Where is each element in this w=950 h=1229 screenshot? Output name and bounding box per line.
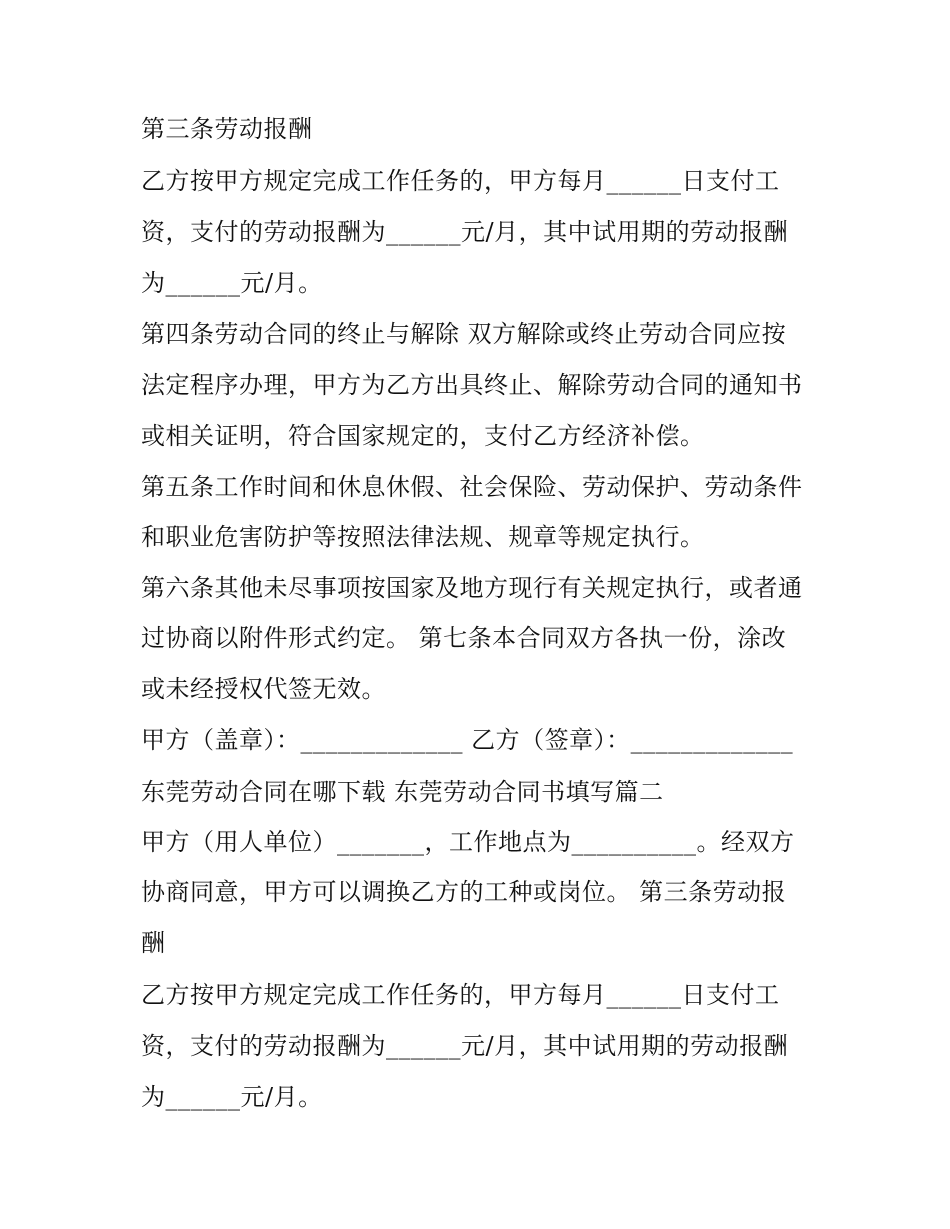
text-line: 协商同意，甲方可以调换乙方的工种或岗位。 第三条劳动报 <box>141 878 787 906</box>
text-line: 第五条工作时间和休息休假、社会保险、劳动保护、劳动条件 <box>141 473 803 501</box>
text-line: 乙方按甲方规定完成工作任务的，甲方每月______日支付工 <box>141 167 780 195</box>
text-line: 第三条劳动报酬 <box>141 115 313 143</box>
text-line: 甲方（用人单位）_______，工作地点为__________。经双方 <box>141 828 795 856</box>
text-line: 酬 <box>141 929 166 957</box>
signature-line: 甲方（盖章）：_____________ 乙方（签章）：_____________ <box>141 726 794 754</box>
text-line: 或未经授权代签无效。 <box>141 675 386 703</box>
text-line: 为______元/月。 <box>141 1083 323 1111</box>
text-line: 资，支付的劳动报酬为______元/月，其中试用期的劳动报酬 <box>141 1032 789 1060</box>
section-title: 东莞劳动合同在哪下载 东莞劳动合同书填写篇二 <box>141 778 664 806</box>
text-line: 第四条劳动合同的终止与解除 双方解除或终止劳动合同应按 <box>141 320 787 348</box>
text-line: 过协商以附件形式约定。 第七条本合同双方各执一份，涂改 <box>141 624 787 652</box>
text-line: 第六条其他未尽事项按国家及地方现行有关规定执行，或者通 <box>141 574 803 602</box>
text-line: 为______元/月。 <box>141 269 323 297</box>
text-line: 法定程序办理，甲方为乙方出具终止、解除劳动合同的通知书 <box>141 371 803 399</box>
text-line: 资，支付的劳动报酬为______元/月，其中试用期的劳动报酬 <box>141 218 789 246</box>
text-line: 或相关证明，符合国家规定的，支付乙方经济补偿。 <box>141 422 705 450</box>
text-line: 乙方按甲方规定完成工作任务的，甲方每月______日支付工 <box>141 981 780 1009</box>
text-line: 和职业危害防护等按照法律法规、规章等规定执行。 <box>141 523 705 551</box>
